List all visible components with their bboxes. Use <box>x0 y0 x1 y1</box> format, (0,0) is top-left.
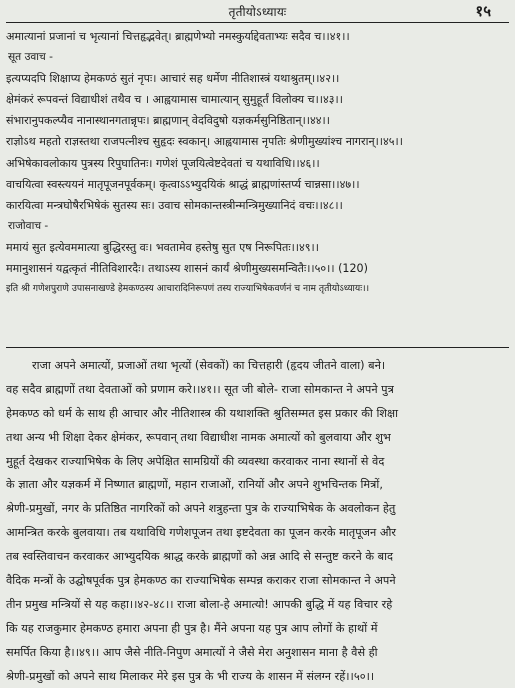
sanskrit-verses <box>6 26 512 299</box>
translation-line: श्रेणी-प्रमुखों को अपने साथ मिलाकर मेरे इस पुत्र के भी राज्य के शासन में संलग्न रहें।।५०।। <box>6 669 375 683</box>
translation-line: राजा अपने अमात्यों, प्रजाओं तथा भृत्यों (सेवकों) का चित्तहारी (हृदय जीतने वाला) बने। <box>32 359 386 372</box>
chapter-colophon: इति श्री गणेशपुराणे उपासनाखण्डे हेमकण्ठस्य आचारादिनिरूपणं तस्य राज्याभिषेकवर्णनं च नाम तृतीयोऽध्यायः।। <box>6 283 370 295</box>
translation-line: वैदिक मन्त्रों के उद्घोषपूर्वक पुत्र हेमकण्ठ का राज्याभिषेक सम्पन्न कराकर राजा सोमकान्त ने अपने <box>6 574 396 588</box>
chapter-running-title: तृतीयोऽध्यायः <box>228 5 287 19</box>
header-rule <box>6 22 509 23</box>
translation-line: तीन प्रमुख मन्त्रियों से यह कहा।।४२-४८।। राजा बोला-हे अमात्यो! आपकी बुद्धि में यह विचार रहे <box>6 597 393 611</box>
translation-line: समर्पित किया है।।४९।। आप जैसे नीति-निपुण अमात्यों ने जैसे मेरा अनुशासन माना है वैसे ही <box>6 645 378 659</box>
verse-line: इत्यप्यदपि शिक्षाप्य हेमकण्ठं सुतं नृपः। आचारं सह धर्मेण नीतिशास्त्रं यथाश्रुतम्।।४२।। <box>6 72 340 86</box>
translation-line: तथा अन्य भी शिक्षा देकर क्षेमंकर, रूपवान् तथा विद्याधीश नामक अमात्यों को बुलवाया और शुभ <box>6 430 391 444</box>
translation-line: तब स्वस्तिवाचन करवाकर आभ्युदयिक श्राद्ध करके ब्राह्मणों को अन्न आदि से सन्तुष्ट करने के बाद <box>6 550 393 564</box>
verse-line: वाचयित्वा स्वस्त्ययनं मातृपूजनपूर्वकम्। कृत्वाऽऽभ्युदयिकं श्राद्धं ब्राह्मणांस्तर्प्य चान्नसा।।४७।। <box>6 177 360 191</box>
verse-line: अमात्यानां प्रजानां च भृत्यानां चित्तहृद्भवेत्। ब्राह्मणेभ्यो नमस्कुर्याद्देवताभ्यः सदैव च।।४१।। <box>6 30 350 43</box>
section-divider <box>6 347 509 348</box>
translation-line: श्रेणी-प्रमुखों, नगर के प्रतिष्ठित नागरिकों को अपने शत्रुहन्ता पुत्र के राज्याभिषेक के अवलोकन हेतु <box>6 502 396 516</box>
translation-line: हेमकण्ठ को धर्म के साथ ही आचार और नीतिशास्त्र की यथाशक्ति श्रुतिसम्मत इस प्रकार की शिक्षा <box>6 406 399 420</box>
verse-line: राज्ञोऽथ महतो राज्ञस्तथा राजपत्नीश्च सुहृदः स्वकान्। आह्वयामास नृपतिः श्रेणीमुख्यांश्च नागरान्।।४५।। <box>6 135 403 149</box>
translation-line: कि यह राजकुमार हेमकण्ठ हमारा अपना ही पुत्र है। मैंने अपना यह पुत्र आप लोगों के हाथों में <box>6 621 378 635</box>
page-number: १५ <box>475 2 491 20</box>
verse-line: ममायं सुत इत्येवममात्या बुद्धिरस्तु वः। भवतामेव हस्तेषु सुत एष निरूपितः।।४९।। <box>6 240 319 254</box>
verse-line: क्षेमंकरं रूपवन्तं विद्याधीशं तथैव च । आह्वयामास चामात्यान् सुमुहूर्तं विलोक्य च।।४३।। <box>6 93 343 107</box>
verse-line: संभारानुपकल्प्यैव नानास्थानगतान्नृपः। ब्राह्मणान् वेदविदुषो यज्ञकर्मसुनिष्ठितान्।।४४।। <box>6 114 330 128</box>
translation-line: के ज्ञाता और यज्ञकर्म में निष्णात ब्राह्मणों, महान राजाओं, रानियों और अपने शुभचिन्तक मित्रों, <box>6 478 383 492</box>
page-header <box>0 0 515 22</box>
speaker-heading: राजोवाच - <box>8 219 49 232</box>
hindi-translation <box>6 354 512 688</box>
translation-line: वह सदैव ब्राह्मणों तथा देवताओं को प्रणाम करे।।४१।। सूत जी बोले- राजा सोमकान्त ने अपने पुत्र <box>6 382 394 396</box>
verse-line: कारयित्वा मन्त्रघोषैरभिषेकं सुतस्य सः। उवाच सोमकान्तस्त्रीन्मन्त्रिमुख्यानिदं वचः।।४८।। <box>6 198 343 212</box>
verse-line: ममानुशासनं यद्वत्कृतं नीतिविशारदैः। तथाऽस्य शासनं कार्यं श्रेणीमुख्यसमन्वितैः।।५०।। (120) <box>6 262 368 276</box>
verse-line: अभिषेकावलोकाय पुत्रस्य रिपुघातिनः। गणेशं पूजयित्वेष्टदेवतां च यथाविधि।।४६।। <box>6 156 320 170</box>
speaker-heading: सूत उवाच - <box>8 51 53 64</box>
translation-line: आमन्त्रित करके बुलवाया। तब यथाविधि गणेशपूजन तथा इष्टदेवता का पूजन करके मातृपूजन और <box>6 526 397 540</box>
translation-line: मुहूर्त देखकर राज्याभिषेक के लिए अपेक्षित सामग्रियों की व्यवस्था करवाकर नाना स्थानों से वेद <box>6 454 385 468</box>
